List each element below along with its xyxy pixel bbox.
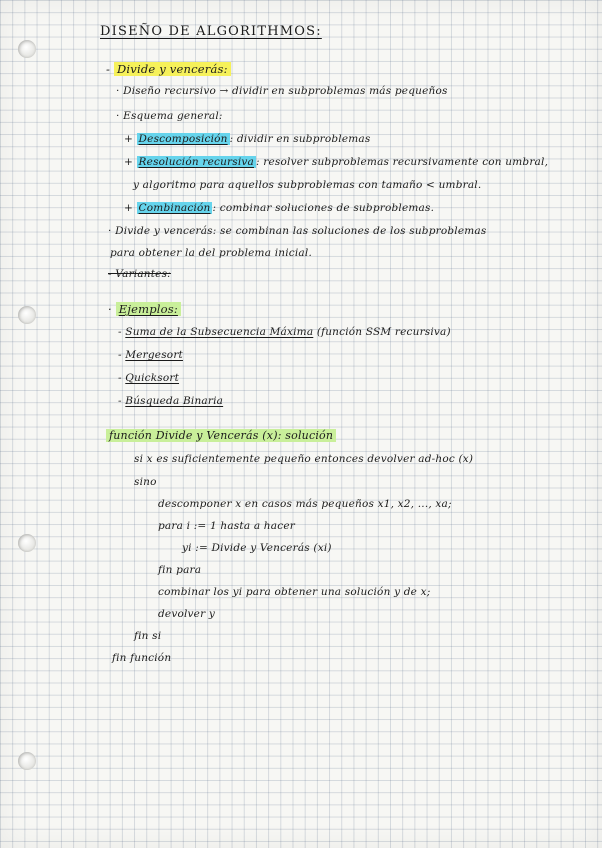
scheme-recursive: + Resolución recursiva : resolver subproblemas recursivamente con umbral, [124, 156, 549, 168]
summary-line-2: para obtener la del problema inicial. [110, 247, 312, 259]
binder-hole [18, 752, 36, 770]
section-divide-heading: - Divide y vencerás: [106, 62, 231, 76]
bullet-scheme: · Esquema general: [116, 110, 223, 122]
pseudocode-line-2: sino [134, 476, 157, 488]
scheme-recursive-cont: y algoritmo para aquellos subproblemas con tamaño < umbral. [133, 179, 482, 191]
recursive-label: Resolución recursiva [138, 156, 254, 168]
summary-line-1: · Divide y vencerás: se combinan las soluciones de los subproblemas [108, 225, 487, 237]
example-item-4: - Búsqueda Binaria [118, 395, 224, 407]
section-examples-heading: · Ejemplos: [108, 302, 181, 316]
pseudocode-line-5: yi := Divide y Vencerás (xi) [182, 542, 332, 554]
decomposition-text: : dividir en subproblemas [229, 133, 371, 145]
decomposition-label: Descomposición [138, 133, 228, 145]
pseudocode-line-9: fin si [134, 630, 162, 642]
example-item-1: - Suma de la Subsecuencia Máxima (función SSM recursiva) [118, 326, 451, 338]
pseudocode-line-8: devolver y [158, 608, 215, 620]
pseudocode-header [106, 429, 336, 442]
highlight-green: Ejemplos: [116, 302, 181, 316]
pseudocode-line-7: combinar los yi para obtener una solución y de x; [158, 586, 431, 598]
example-item-3: - Quicksort [118, 372, 180, 384]
example-item-1-label: Suma de la Subsecuencia Máxima [125, 326, 314, 338]
example-item-3-label: Quicksort [125, 372, 180, 384]
binder-hole [18, 40, 36, 58]
pseudocode-line-3: descomponer x en casos más pequeños x1, x2, ..., xa; [158, 498, 452, 510]
pseudocode-line-10: fin función [112, 652, 172, 664]
example-item-2: - Mergesort [118, 349, 183, 361]
highlight-green: función Divide y Vencerás (x): solución [106, 429, 336, 442]
binder-hole [18, 534, 36, 552]
recursive-text: : resolver subproblemas recursivamente con umbral, [256, 156, 549, 168]
variants-line: - Variantes: [108, 268, 171, 280]
combination-text: : combinar soluciones de subproblemas. [212, 202, 435, 214]
highlight-yellow: Divide y vencerás: [114, 62, 231, 76]
example-item-4-label: Búsqueda Binaria [125, 395, 224, 407]
scheme-decomposition: + Descomposición : dividir en subproblemas [124, 133, 371, 145]
example-item-1-note: (función SSM recursiva) [316, 326, 451, 338]
pseudocode-line-6: fin para [158, 564, 202, 576]
scheme-combination: + Combinación : combinar soluciones de subproblemas. [124, 202, 435, 214]
pseudocode-line-1: si x es suficientemente pequeño entonces devolver ad-hoc (x) [134, 453, 474, 465]
pseudocode-line-4: para i := 1 hasta a hacer [158, 520, 295, 532]
example-item-2-label: Mergesort [125, 349, 183, 361]
binder-hole [18, 306, 36, 324]
combination-label: Combinación [138, 202, 211, 214]
page-title: DISEÑO DE ALGORITHMOS: [100, 24, 322, 39]
bullet-recursive: · Diseño recursivo → dividir en subproblemas más pequeños [116, 85, 448, 97]
